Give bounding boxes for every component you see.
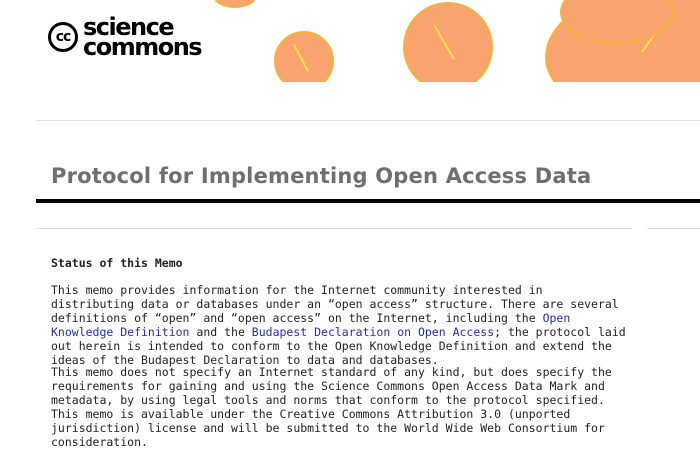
top-divider — [36, 120, 700, 121]
bubble-glare-icon — [293, 44, 309, 71]
content-divider — [36, 228, 632, 229]
header-banner — [0, 0, 700, 82]
creative-commons-icon: cc — [48, 22, 78, 52]
science-commons-logo[interactable] — [48, 14, 228, 60]
bubble-glare-icon — [433, 24, 455, 60]
memo-paragraph-2: This memo does not specify an Internet standard of any kind, but does specify the requirements for gaining and using the Science Commons Open Access Data Mark and metadata, by using legal tools and norms that conform to the protocol specified. This memo is available under the Creative Commons Attribution 3.0 (unported jurisdiction) license and will be submitted to the World Wide Web Consortium for consideration. — [51, 365, 612, 449]
budapest-declaration-link[interactable]: Budapest Declaration on Open Access — [251, 325, 495, 339]
logo-word-commons: commons — [83, 33, 202, 61]
open-knowledge-definition-link[interactable]: Open Knowledge Definition — [51, 311, 571, 339]
sidebar-divider — [647, 228, 700, 229]
page-title: Protocol for Implementing Open Access Data — [51, 164, 592, 188]
decorative-bubble-small-top — [214, 0, 256, 8]
logo-word-science: science — [83, 13, 174, 41]
paragraph-text: and the — [189, 325, 252, 339]
section-heading: Status of this Memo — [51, 256, 183, 270]
decorative-bubble-small — [274, 31, 334, 82]
memo-paragraph-1 — [51, 283, 626, 367]
title-underline — [36, 199, 700, 203]
paragraph-text: ; the protocol laid out herein is intended to conform to the Open Knowledge Definition and extend the ideas of the Budapest Declaration to data and databases. — [51, 325, 626, 367]
paragraph-text: This memo provides information for the Internet community interested in distributing data or databases under an “open access” structure. There are several definitions of “open” and “open access” on the Internet, including the — [51, 283, 619, 325]
decorative-bubble-medium — [403, 2, 493, 82]
